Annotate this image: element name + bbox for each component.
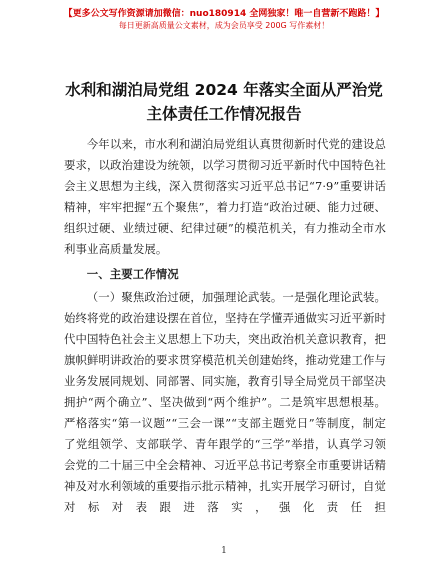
- document-title: 水利和湖泊局党组 2024 年落实全面从严治党主体责任工作情况报告: [65, 81, 383, 123]
- page-number: 1: [221, 546, 227, 556]
- document-body: [64, 134, 386, 517]
- section-heading: 一、主要工作情况: [86, 267, 179, 282]
- promo-banner: [0, 8, 448, 31]
- promo-banner-line1: 【更多公文写作资源请加微信：nuo180914 全网独家！唯一自营新不跑路！】: [63, 9, 385, 19]
- promo-banner-line2: 每日更新高质量公文素材，成为会员享受 200G 写作素材！: [118, 21, 330, 30]
- intro-paragraph: 今年以来，市水利和湖泊局党组认真贯彻新时代党的建设总要求，以政治建设为统领，以学习贯彻习近平新时代中国特色社会主义思想为主线，深入贯彻落实习近平总书记“7·9”重要讲话精神，牢牢把握“五个聚焦”，着力打造“政治过硬、能力过硬、组织过硬、业绩过硬、纪律过硬”的模范机关，有力推动全市水利事业高质量发展。: [64, 137, 386, 256]
- section-paragraph: （一）聚焦政治过硬，加强理论武装。一是强化理论武装。始终将党的政治建设摆在首位，坚持在学懂弄通做实习近平新时代中国特色社会主义思想上下功夫，突出政治机关意识教育，把旗帜鲜明讲政治的要求贯穿模范机关创建始终，推动党建工作与业务发展同规划、同部署、同实施，教育引导全局党员干部坚决拥护“两个确立”、坚决做到“两个维护”。二是筑牢思想根基。严格落实“第一议题”“三会一课”“支部主题党日”等制度，制定了党组领学、支部联学、青年跟学的“三学”举措，认真学习领会党的二十届三中全会精神、习近平总书记考察全市重要讲话精神及对水利领域的重要指示批示精神，扎实开展学习研讨，自觉对标对表跟进落实，强化责任担: [64, 290, 386, 514]
